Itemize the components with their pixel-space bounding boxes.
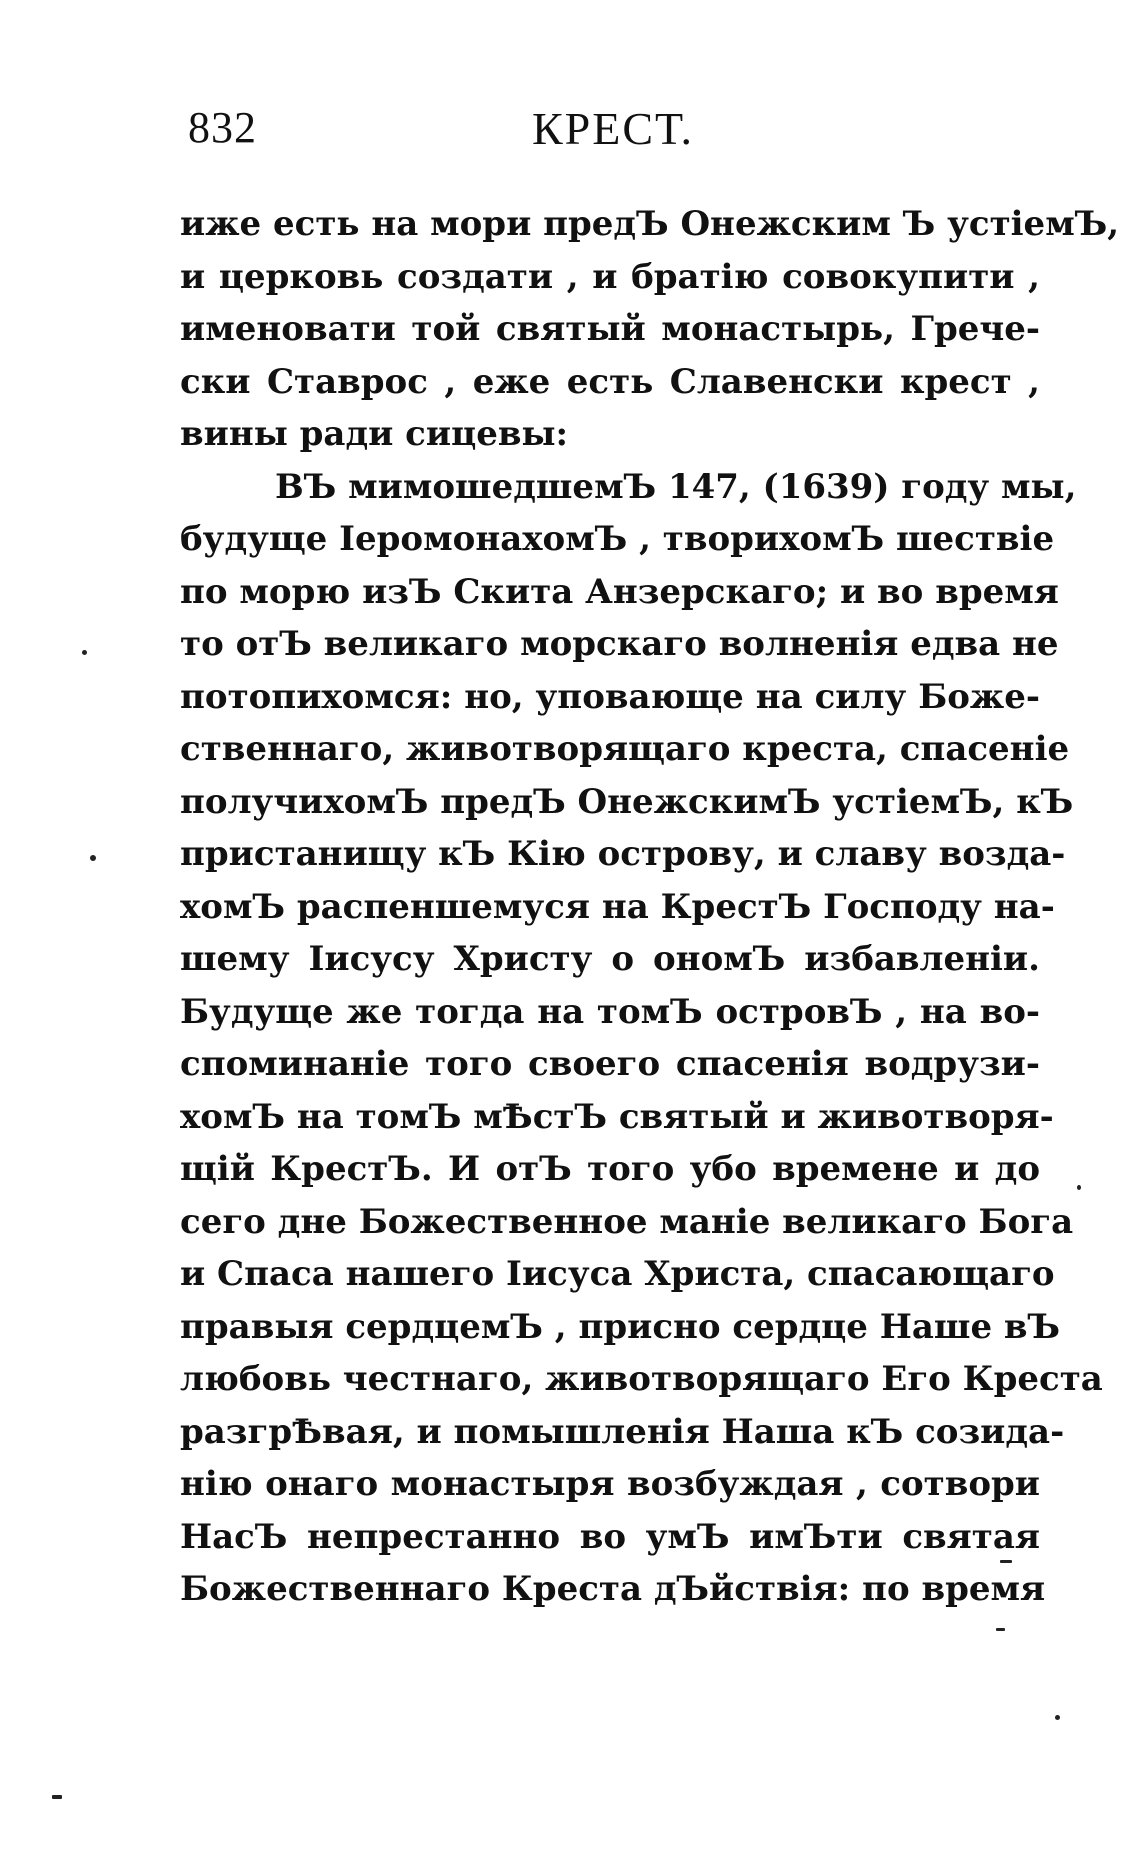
scan-speck bbox=[1055, 1715, 1060, 1720]
text-line: нію онаго монастыря возбуждая , сотвори bbox=[180, 1464, 1040, 1504]
text-line: правыя сердцемЪ , присно сердце Наше вЪ bbox=[180, 1306, 1061, 1347]
text-line: щій КрестЪ. И отЪ того убо времене и до bbox=[180, 1149, 1040, 1189]
text-line: ВЪ мимошедшемЪ 147, (1639) году мы, bbox=[275, 466, 1077, 507]
text-line: именовати той святый монастырь, Грече- bbox=[180, 309, 1040, 349]
text-line: иже есть на мори предЪ Онежским Ъ устіемЪ, bbox=[180, 204, 1120, 244]
text-line: по морю изЪ Скита Анзерскаго; и во время bbox=[180, 571, 1059, 612]
text-line: получихомЪ предЪ ОнежскимЪ устіемЪ, кЪ bbox=[180, 781, 1074, 822]
text-line: хомЪ распеншемуся на КрестЪ Господу на- bbox=[180, 886, 1055, 927]
scan-speck bbox=[90, 855, 96, 861]
text-line: разгрѢвая, и помышленія Наша кЪ созида- bbox=[180, 1411, 1065, 1452]
text-line: сего дне Божественное маніе великаго Бога bbox=[180, 1201, 1074, 1242]
text-line: вины ради сицевы: bbox=[180, 414, 569, 454]
text-line: пристанищу кЪ Кію острову, и славу возда- bbox=[180, 834, 1066, 874]
scan-speck bbox=[1077, 1185, 1081, 1190]
text-line: ственнаго, животворящаго креста, спасеніе bbox=[180, 729, 1070, 769]
running-head: КРЕСТ. bbox=[532, 103, 695, 154]
scan-speck bbox=[996, 1628, 1005, 1631]
text-line: Божественнаго Креста дЪйствія: по время bbox=[180, 1569, 1046, 1609]
text-line: то отЪ великаго морскаго волненія едва не bbox=[180, 624, 1059, 664]
text-line: и Спаса нашего Іисуса Христа, спасающаго bbox=[180, 1254, 1055, 1294]
text-line: споминаніе того своего спасенія водрузи- bbox=[180, 1044, 1040, 1084]
text-line: Будуще же тогда на томЪ островЪ , на во- bbox=[180, 991, 1040, 1032]
scan-speck bbox=[1000, 1560, 1012, 1563]
text-line: будуще ІеромонахомЪ , творихомЪ шествіе bbox=[180, 519, 1055, 559]
page-number: 832 bbox=[188, 103, 257, 152]
scan-speck bbox=[82, 650, 87, 655]
text-line: ски Ставрос , еже есть Славенски крест , bbox=[180, 361, 1040, 402]
text-line: любовь честнаго, животворящаго Его Креста bbox=[180, 1359, 1103, 1399]
text-line: НасЪ непрестанно во умЪ имЪти святая bbox=[180, 1516, 1040, 1557]
text-line: хомЪ на томЪ мѢстЪ святый и животворя- bbox=[180, 1096, 1054, 1137]
text-line: потопихомся: но, уповающе на силу Боже- bbox=[180, 676, 1040, 717]
text-body bbox=[180, 198, 1120, 1616]
text-line: и церковь создати , и братію совокупити , bbox=[180, 256, 1040, 297]
scan-speck bbox=[52, 1795, 62, 1799]
text-line: шему Іисусу Христу о ономЪ избавленіи. bbox=[180, 939, 1040, 979]
